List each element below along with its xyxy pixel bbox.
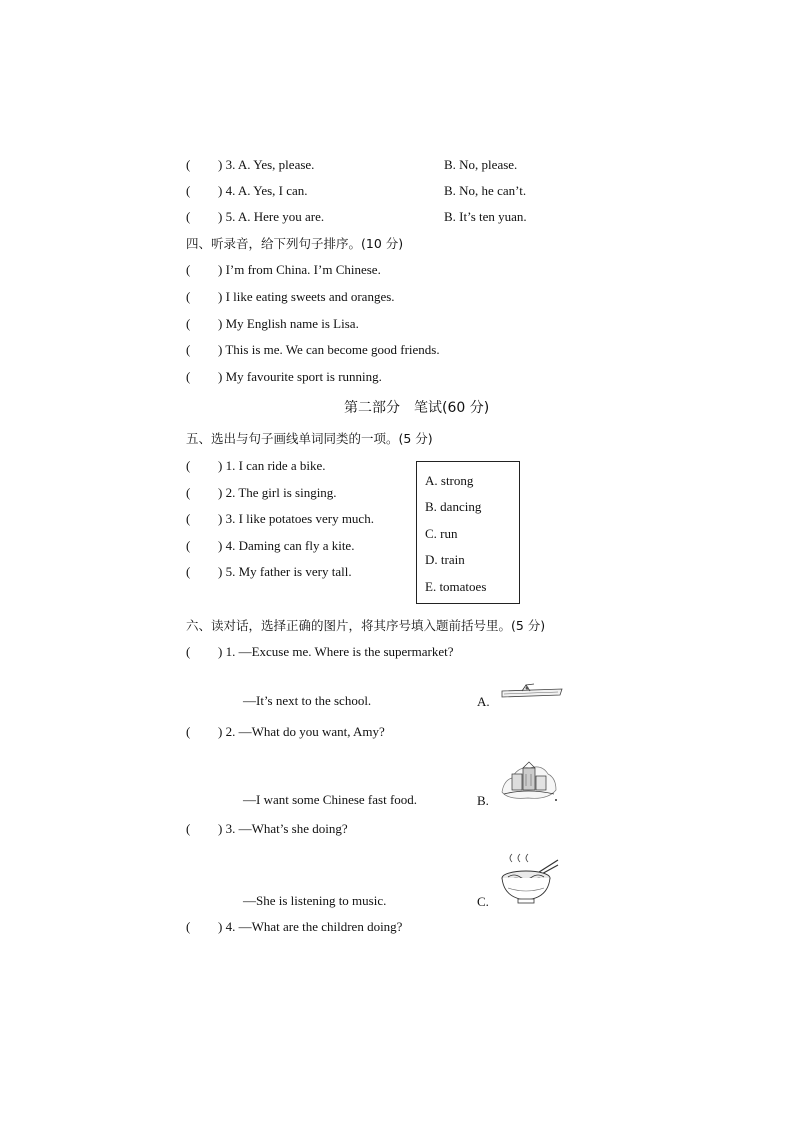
- sentence-text: ) 1. I can ride a bike.: [218, 458, 326, 473]
- answer-paren[interactable]: (: [186, 538, 191, 553]
- answer-paren[interactable]: (: [186, 644, 191, 659]
- sentence-text: ) My favourite sport is running.: [218, 369, 382, 384]
- option-item: E. tomatoes: [425, 579, 487, 594]
- section4-heading: 四、听录音，给下列句子排序。(10 分): [186, 236, 404, 251]
- dialogue-question: ) 2. —What do you want, Amy?: [218, 724, 385, 739]
- options-box: [416, 461, 520, 604]
- picture-label-c: C.: [477, 894, 489, 909]
- answer-paren[interactable]: (: [186, 724, 191, 739]
- answer-paren[interactable]: (: [186, 157, 191, 172]
- answer-paren[interactable]: (: [186, 919, 191, 934]
- option-b: B. No, he can’t.: [444, 183, 527, 198]
- sentence-text: ) I’m from China. I’m Chinese.: [218, 262, 381, 277]
- answer-paren[interactable]: (: [186, 564, 191, 579]
- option-item: B. dancing: [425, 499, 482, 514]
- answer-paren[interactable]: (: [186, 262, 191, 277]
- option-b: B. It’s ten yuan.: [444, 209, 527, 224]
- sentence-text: ) This is me. We can become good friends.: [218, 342, 440, 357]
- sentence-text: ) I like eating sweets and oranges.: [218, 289, 395, 304]
- city-buildings-icon: [498, 756, 560, 802]
- answer-paren[interactable]: (: [186, 342, 191, 357]
- dialogue-question: ) 1. —Excuse me. Where is the supermarket?: [218, 644, 454, 659]
- sentence-text: ) 2. The girl is singing.: [218, 485, 337, 500]
- option-b: B. No, please.: [444, 157, 518, 172]
- sentence-text: ) 4. Daming can fly a kite.: [218, 538, 355, 553]
- dialogue-answer: —She is listening to music.: [243, 893, 387, 908]
- picture-label-b: B.: [477, 793, 489, 808]
- answer-paren[interactable]: (: [186, 821, 191, 836]
- bridge-scene-icon: [500, 682, 564, 700]
- question-stem: ) 5. A. Here you are.: [218, 209, 325, 224]
- answer-paren[interactable]: (: [186, 183, 191, 198]
- answer-paren[interactable]: (: [186, 209, 191, 224]
- dialogue-answer: —I want some Chinese fast food.: [243, 792, 418, 807]
- sentence-text: ) 5. My father is very tall.: [218, 564, 352, 579]
- answer-paren[interactable]: (: [186, 369, 191, 384]
- section6-heading: 六、读对话，选择正确的图片，将其序号填入题前括号里。(5 分): [186, 618, 546, 633]
- option-item: D. train: [425, 552, 465, 567]
- part-title: 第二部分 笔试(60 分): [344, 400, 490, 416]
- question-stem: ) 3. A. Yes, please.: [218, 157, 315, 172]
- answer-paren[interactable]: (: [186, 458, 191, 473]
- dialogue-answer: —It’s next to the school.: [243, 693, 372, 708]
- dialogue-question: ) 3. —What’s she doing?: [218, 821, 348, 836]
- answer-paren[interactable]: (: [186, 485, 191, 500]
- picture-label-a: A.: [477, 694, 490, 709]
- dialogue-question: ) 4. —What are the children doing?: [218, 919, 403, 934]
- answer-paren[interactable]: (: [186, 511, 191, 526]
- sentence-text: ) My English name is Lisa.: [218, 316, 359, 331]
- question-stem: ) 4. A. Yes, I can.: [218, 183, 308, 198]
- answer-paren[interactable]: (: [186, 316, 191, 331]
- option-item: A. strong: [425, 473, 474, 488]
- section5-heading: 五、选出与句子画线单词同类的一项。(5 分): [186, 431, 433, 446]
- sentence-text: ) 3. I like potatoes very much.: [218, 511, 374, 526]
- answer-paren[interactable]: (: [186, 289, 191, 304]
- option-item: C. run: [425, 526, 458, 541]
- noodle-bowl-icon: [496, 852, 560, 908]
